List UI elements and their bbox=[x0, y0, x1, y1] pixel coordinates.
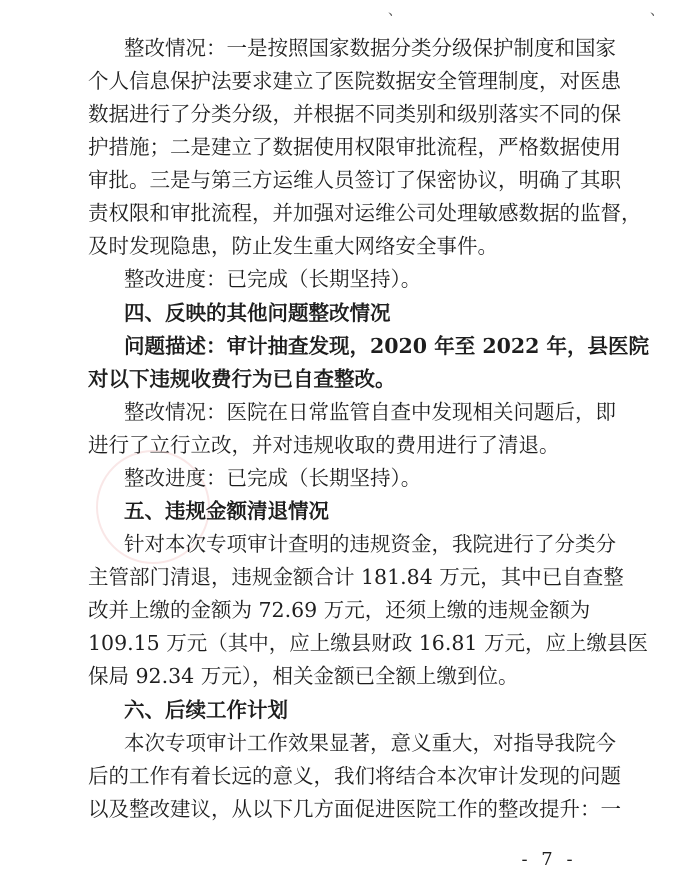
paragraph-line: 进行了立行立改，并对违规收取的费用进行了清退。 bbox=[88, 433, 560, 457]
section-heading: 六、后续工作计划 bbox=[124, 698, 288, 722]
paragraph-line: 审批。三是与第三方运维人员签订了保密协议，明确了其职 bbox=[88, 168, 621, 192]
paragraph-line: 对以下违规收费行为已自查整改。 bbox=[88, 367, 396, 391]
paragraph-line: 个人信息保护法要求建立了医院数据安全管理制度，对医患 bbox=[88, 69, 621, 93]
paragraph-line: 整改情况：一是按照国家数据分类分级保护制度和国家 bbox=[124, 36, 616, 60]
paragraph-line: 护措施；二是建立了数据使用权限审批流程，严格数据使用 bbox=[88, 135, 621, 159]
paragraph-line: 问题描述：审计抽查发现，2020 年至 2022 年，县医院 bbox=[124, 334, 650, 358]
paragraph-line: 整改进度：已完成（长期坚持）。 bbox=[124, 267, 422, 291]
section-heading: 五、违规金额清退情况 bbox=[124, 499, 329, 523]
paragraph-line: 责权限和审批流程，并加强对运维公司处理敏感数据的监督， bbox=[88, 201, 642, 225]
paragraph-line: 及时发现隐患，防止发生重大网络安全事件。 bbox=[88, 234, 498, 258]
paragraph-line: 后的工作有着长远的意义，我们将结合本次审计发现的问题 bbox=[88, 764, 621, 788]
paragraph-line: 本次专项审计工作效果显著，意义重大，对指导我院今 bbox=[124, 731, 616, 755]
paragraph-line: 整改情况：医院在日常监管自查中发现相关问题后，即 bbox=[124, 400, 616, 424]
page-number: - 7 - bbox=[521, 849, 577, 870]
paragraph-line: 保局 92.34 万元），相关金额已全额上缴到位。 bbox=[88, 664, 519, 688]
paragraph-line: 主管部门清退，违规金额合计 181.84 万元，其中已自查整 bbox=[88, 565, 624, 589]
section-heading: 四、反映的其他问题整改情况 bbox=[124, 301, 391, 325]
top-mark-1: 、 bbox=[388, 3, 402, 19]
paragraph-line: 针对本次专项审计查明的违规资金，我院进行了分类分 bbox=[124, 532, 616, 556]
paragraph-line: 整改进度：已完成（长期坚持）。 bbox=[124, 466, 422, 490]
paragraph-line: 以及整改建议，从以下几方面促进医院工作的整改提升：一 bbox=[88, 797, 621, 821]
top-mark-2: 、 bbox=[650, 3, 664, 19]
paragraph-line: 改并上缴的金额为 72.69 万元，还须上缴的违规金额为 bbox=[88, 598, 591, 622]
paragraph-line: 109.15 万元（其中，应上缴县财政 16.81 万元，应上缴县医 bbox=[88, 631, 648, 655]
paragraph-line: 数据进行了分类分级，并根据不同类别和级别落实不同的保 bbox=[88, 102, 621, 126]
